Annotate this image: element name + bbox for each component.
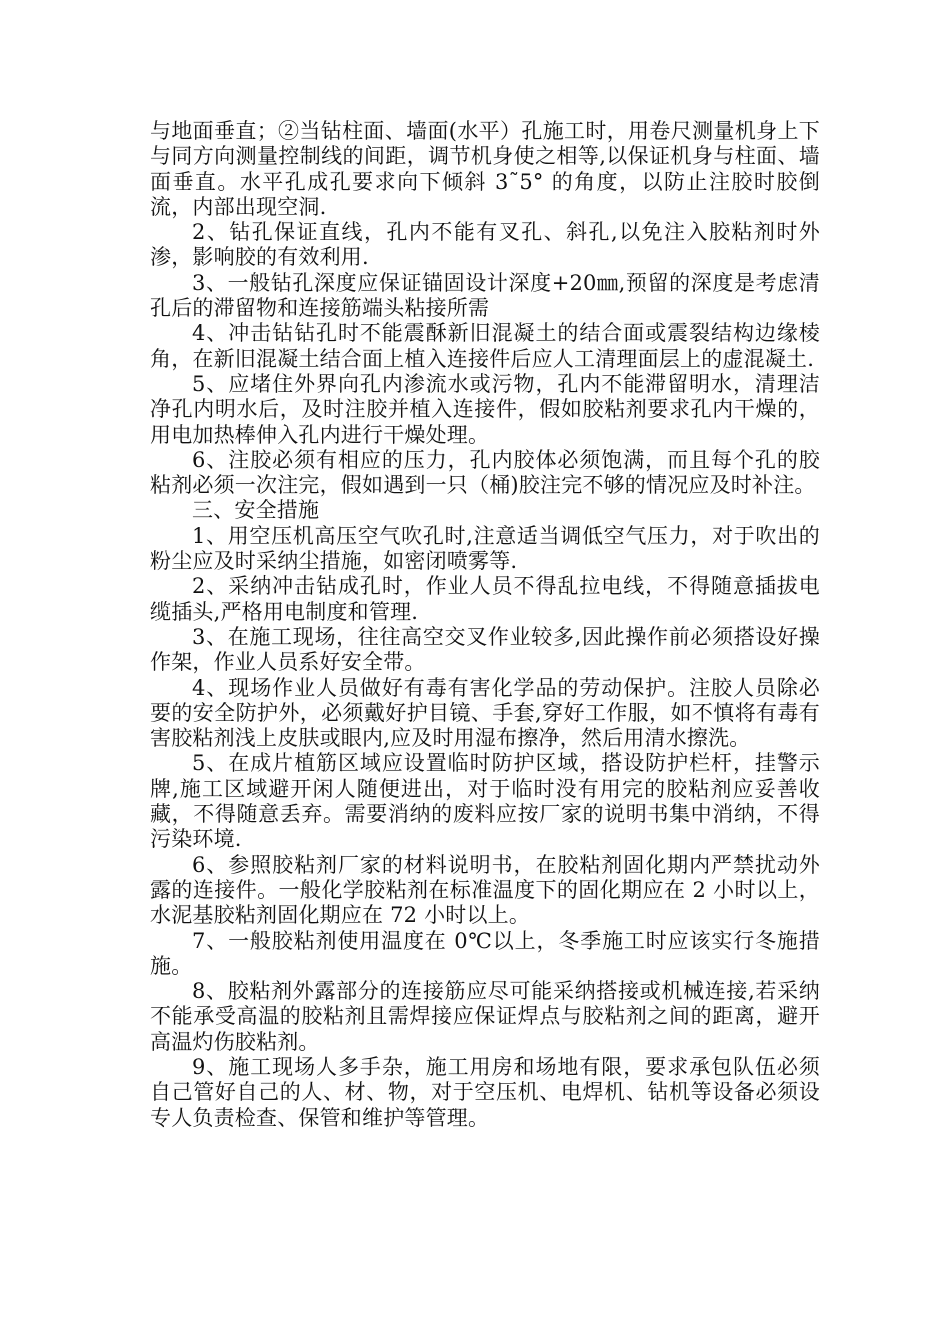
safety-item-1: 1、用空压机高压空气吹孔时,注意适当调低空气压力，对于吹出的粉尘应及时采纳尘措施，如密闭喷雾等. bbox=[150, 523, 820, 574]
paragraph-item-6: 6、注胶必须有相应的压力，孔内胶体必须饱满，而且每个孔的胶粘剂必须一次注完，假如遇到一只（桶)胶注完不够的情况应及时补注。 bbox=[150, 447, 820, 498]
safety-item-7: 7、一般胶粘剂使用温度在 0℃以上，冬季施工时应该实行冬施措施。 bbox=[150, 928, 820, 978]
paragraph-item-4: 4、冲击钻钻孔时不能震酥新旧混凝土的结合面或震裂结构边缘棱角，在新旧混凝土结合面上植入连接件后应人工清理面层上的虚混凝土. bbox=[150, 321, 820, 371]
safety-item-3: 3、在施工现场，往往高空交叉作业较多,因此操作前必须搭设好操作架，作业人员系好安全带。 bbox=[150, 624, 820, 675]
paragraph-continuation: 与地面垂直；②当钻柱面、墙面(水平）孔施工时，用卷尺测量机身上下与同方向测量控制线的间距，调节机身使之相等,以保证机身与柱面、墙面垂直。水平孔成孔要求向下倾斜 3˜5° 的角度，以防止注胶时胶倒流，内部出现空洞. bbox=[150, 119, 820, 219]
safety-item-5: 5、在成片植筋区域应设置临时防护区域，搭设防护栏杆，挂警示牌,施工区域避开闲人随便进出，对于临时没有用完的胶粘剂应妥善收藏，不得随意丢弃。需要消纳的废料应按厂家的说明书集中消纳，不得污染环境. bbox=[150, 751, 820, 852]
paragraph-item-3: 3、一般钻孔深度应保证锚固设计深度+20㎜,预留的深度是考虑清孔后的滞留物和连接筋端头粘接所需 bbox=[150, 270, 820, 321]
safety-item-4: 4、现场作业人员做好有毒有害化学品的劳动保护。注胶人员除必要的安全防护外，必须戴好护目镜、手套,穿好工作服，如不慎将有毒有害胶粘剂浅上皮肤或眼内,应及时用湿布擦净，然后用清水擦洗。 bbox=[150, 675, 820, 751]
document-body bbox=[150, 119, 820, 1131]
safety-item-8: 8、胶粘剂外露部分的连接筋应尽可能采纳搭接或机械连接,若采纳不能承受高温的胶粘剂且需焊接应保证焊点与胶粘剂之间的距离，避开高温灼伤胶粘剂。 bbox=[150, 979, 820, 1054]
safety-item-9: 9、施工现场人多手杂，施工用房和场地有限，要求承包队伍必须自己管好自己的人、材、物，对于空压机、电焊机、钻机等设备必须设专人负责检查、保管和维护等管理。 bbox=[150, 1054, 820, 1130]
safety-item-6: 6、参照胶粘剂厂家的材料说明书，在胶粘剂固化期内严禁扰动外露的连接件。一般化学胶粘剂在标准温度下的固化期应在 2 小时以上，水泥基胶粘剂固化期应在 72 小时以上。 bbox=[150, 852, 820, 928]
section-heading-safety: 三、安全措施 bbox=[192, 498, 320, 523]
safety-item-2: 2、采纳冲击钻成孔时，作业人员不得乱拉电线，不得随意插拔电缆插头,严格用电制度和管理. bbox=[150, 574, 820, 624]
paragraph-item-5: 5、应堵住外界向孔内渗流水或污物，孔内不能滞留明水，清理洁净孔内明水后，及时注胶并植入连接件，假如胶粘剂要求孔内干燥的，用电加热棒伸入孔内进行干燥处理。 bbox=[150, 371, 820, 447]
paragraph-item-2: 2、钻孔保证直线，孔内不能有叉孔、斜孔,以免注入胶粘剂时外渗，影响胶的有效利用. bbox=[150, 220, 820, 270]
